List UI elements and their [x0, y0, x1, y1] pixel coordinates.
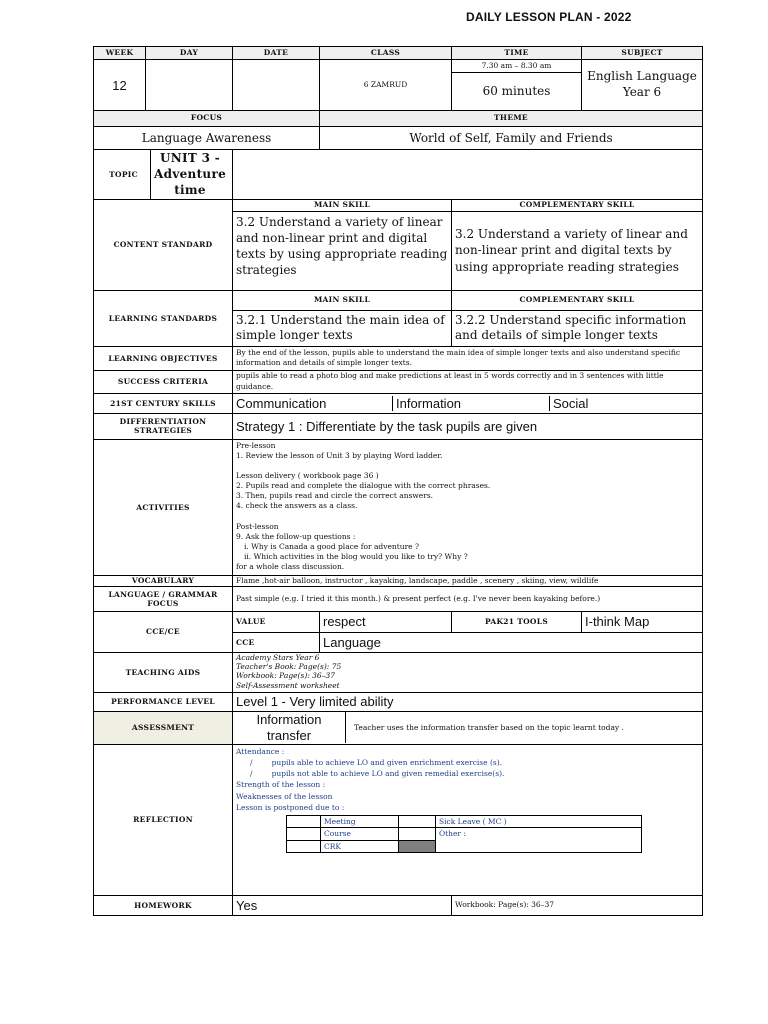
- value-label: VALUE: [233, 611, 320, 632]
- vocabulary-label: VOCABULARY: [94, 575, 233, 586]
- grammar-label: LANGUAGE / GRAMMAR FOCUS: [94, 586, 233, 611]
- focus-label: FOCUS: [94, 111, 320, 127]
- assessment-method: Information transfer: [233, 712, 346, 743]
- activity-line: ii. Which activities in the blog would you like to try? Why ?: [244, 551, 468, 561]
- activities-label: ACTIVITIES: [94, 439, 233, 575]
- weakness-line: Weaknesses of the lesson: [236, 791, 333, 801]
- class-label: CLASS: [320, 47, 452, 60]
- subject-label: SUBJECT: [582, 47, 703, 60]
- reason-crk: CRK: [321, 840, 399, 852]
- theme-value: World of Self, Family and Friends: [320, 127, 703, 150]
- success-criteria-label: SUCCESS CRITERIA: [94, 370, 233, 393]
- theme-label: THEME: [320, 111, 703, 127]
- teaching-aids-content: [233, 652, 703, 692]
- date-label: DATE: [233, 47, 320, 60]
- activity-line: 9. Ask the follow-up questions :: [236, 531, 356, 541]
- learning-standard-main: 3.2.1 Understand the main idea of simple longer texts: [233, 310, 452, 346]
- activity-line: 1. Review the lesson of Unit 3 by playing Word ladder.: [236, 450, 443, 460]
- week-label: WEEK: [94, 47, 146, 60]
- lesson-plan-table: [93, 46, 703, 916]
- homework-detail: Workbook: Page(s): 36–37: [452, 895, 703, 915]
- skill-information: Information: [393, 396, 550, 411]
- teaching-aids-label: TEACHING AIDS: [94, 652, 233, 692]
- duration-value: 60 minutes: [452, 73, 582, 111]
- performance-label: PERFORMANCE LEVEL: [94, 692, 233, 711]
- reason-other: Other :: [436, 828, 642, 853]
- learning-standards-label: LEARNING STANDARDS: [94, 290, 233, 346]
- document-title: DAILY LESSON PLAN - 2022: [466, 10, 632, 24]
- content-standard-label: CONTENT STANDARD: [94, 199, 233, 290]
- activity-line: 3. Then, pupils read and circle the correct answers.: [236, 491, 434, 501]
- success-criteria-value: pupils able to read a photo blog and make predictions at least in 5 words correctly and in 3 sentences with little guidance.: [233, 370, 703, 393]
- class-value: 6 ZAMRUD: [320, 60, 452, 111]
- skills21-label: 21ST CENTURY SKILLS: [94, 393, 233, 413]
- enrichment-line: / pupils able to achieve LO and given enrichment exercise (s).: [250, 757, 503, 767]
- topic-value: UNIT 3 - Adventure time: [154, 151, 227, 198]
- performance-value: Level 1 - Very limited ability: [233, 692, 703, 711]
- activities-content: [233, 439, 703, 575]
- time-label: TIME: [452, 47, 582, 60]
- teaching-aid-item: Self-Assessment worksheet: [236, 680, 340, 690]
- checkbox-meeting[interactable]: [399, 816, 436, 828]
- checkbox-course[interactable]: [399, 828, 436, 840]
- differentiation-label: DIFFERENTIATION STRATEGIES: [94, 413, 233, 439]
- learning-objectives-label: LEARNING OBJECTIVES: [94, 346, 233, 370]
- complementary-skill-header-2: COMPLEMENTARY SKILL: [452, 290, 703, 310]
- teaching-aid-item: Academy Stars Year 6: [236, 652, 320, 662]
- attendance-line: Attendance :: [236, 746, 285, 756]
- strength-line: Strength of the lesson :: [236, 780, 326, 790]
- teaching-aid-item: Teacher's Book: Page(s): 75: [236, 662, 342, 672]
- activity-line: Pre-lesson: [236, 440, 276, 450]
- remedial-line: / pupils not able to achieve LO and given remedial exercise(s).: [250, 769, 505, 779]
- learning-objectives-value: By the end of the lesson, pupils able to understand the main idea of simple longer texts and also understand specific information and details of simple longer texts.: [233, 346, 703, 370]
- day-value: [146, 60, 233, 111]
- week-value: 12: [94, 60, 146, 111]
- main-skill-header: MAIN SKILL: [233, 199, 452, 211]
- checkbox-crk-shaded: [399, 840, 436, 852]
- topic-label: [94, 150, 233, 200]
- postponed-reasons-table: [286, 815, 642, 853]
- focus-value: Language Awareness: [94, 127, 320, 150]
- activity-line: i. Why is Canada a good place for adventure ?: [244, 541, 420, 551]
- subject-value: English Language Year 6: [582, 60, 703, 111]
- postponed-line: Lesson is postponed due to :: [236, 802, 345, 812]
- activity-line: 4. check the answers as a class.: [236, 501, 358, 511]
- activity-line: Lesson delivery ( workbook page 36 ): [236, 470, 379, 480]
- cce-sub-label: CCE: [233, 632, 320, 652]
- reflection-content: [233, 744, 703, 895]
- activity-line: Post-lesson: [236, 521, 279, 531]
- content-standard-complementary: 3.2 Understand a variety of linear and non-linear print and digital texts by using appropriate reading strategies: [452, 211, 703, 290]
- complementary-skill-header: COMPLEMENTARY SKILL: [452, 199, 703, 211]
- activity-line: [236, 461, 699, 471]
- grammar-value: Past simple (e.g. I tried it this month.) & present perfect (e.g. I've never been kayaking before.): [233, 586, 703, 611]
- reason-course: Course: [321, 828, 399, 840]
- reason-sick-leave: Sick Leave ( MC ): [436, 816, 642, 828]
- assessment-label: ASSESSMENT: [94, 711, 233, 744]
- pak21-value: I-think Map: [582, 611, 703, 632]
- time-range: 7.30 am – 8.30 am: [452, 60, 582, 73]
- day-label: DAY: [146, 47, 233, 60]
- homework-value: Yes: [233, 895, 452, 915]
- main-skill-header-2: MAIN SKILL: [233, 290, 452, 310]
- reason-meeting: Meeting: [321, 816, 399, 828]
- activity-line: 2. Pupils read and complete the dialogue with the correct phrases.: [236, 481, 491, 491]
- learning-standard-complementary: 3.2.2 Understand specific information and details of simple longer texts: [452, 310, 703, 346]
- homework-label: HOMEWORK: [94, 895, 233, 915]
- activity-line: [236, 511, 699, 521]
- skill-communication: Communication: [233, 396, 393, 411]
- teaching-aid-item: Workbook: Page(s): 36–37: [236, 671, 336, 681]
- pak21-label: PAK21 TOOLS: [452, 611, 582, 632]
- content-standard-main: 3.2 Understand a variety of linear and non-linear print and digital texts by using appropriate reading strategies: [233, 211, 452, 290]
- cce-label: CCE/CE: [94, 611, 233, 652]
- skill-social: Social: [553, 395, 589, 411]
- date-value: [233, 60, 320, 111]
- topic-label-text: TOPIC: [97, 150, 151, 199]
- differentiation-value: Strategy 1 : Differentiate by the task pupils are given: [233, 413, 703, 439]
- reflection-label: REFLECTION: [94, 744, 233, 895]
- cce-value: Language: [320, 632, 703, 652]
- value-value: respect: [320, 611, 452, 632]
- vocabulary-value: Flame ,hot-air balloon, instructor , kayaking, landscape, paddle , scenery , skiing, view, wildlife: [233, 575, 703, 586]
- activity-line: for a whole class discussion.: [236, 562, 345, 572]
- assessment-note: Teacher uses the information transfer based on the topic learnt today .: [354, 722, 624, 732]
